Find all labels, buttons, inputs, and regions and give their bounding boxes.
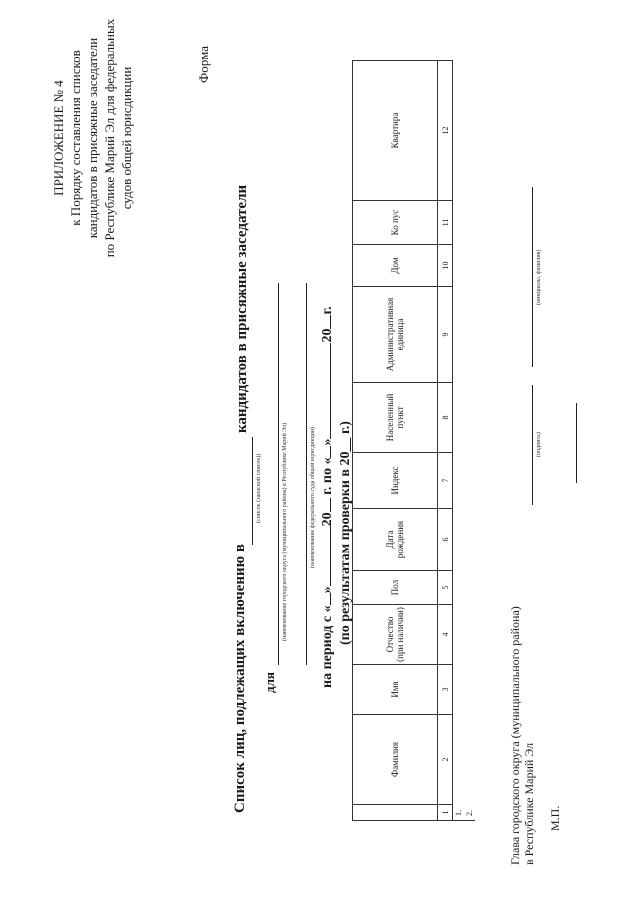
- form-label: Форма: [196, 46, 211, 83]
- court-blank: [306, 283, 307, 665]
- for-label: для: [262, 672, 277, 693]
- table-header-cell: Фамилия: [353, 715, 438, 805]
- period-year-from: [330, 498, 331, 512]
- list-type-blank: [252, 437, 253, 545]
- table-number-cell: 12: [438, 61, 453, 201]
- appendix-header: [50, 13, 135, 263]
- appendix-line: кандидатов в присяжные заседатели: [85, 37, 100, 239]
- table-header-cell: [353, 805, 438, 821]
- check-line: (по результатам проверки в 20__ г.): [338, 421, 353, 645]
- table-number-cell: 11: [438, 201, 453, 245]
- table-header-cell: Дом: [353, 245, 438, 287]
- head-title-line2: в Республике Марий Эл: [522, 742, 536, 865]
- table-number-cell: 1: [438, 805, 453, 821]
- appendix-line: по Республике Марий Эл для федеральных: [102, 18, 117, 258]
- appendix-line: судов общей юрисдикции: [119, 66, 134, 210]
- table-header-cell: Имя: [353, 665, 438, 715]
- table-header-cell: Пол: [353, 571, 438, 605]
- table-row: [453, 61, 465, 821]
- period-day-from: [330, 593, 331, 605]
- municipality-blank: [278, 283, 279, 665]
- period-line: на период с «»20 г. по «»20г.: [320, 306, 335, 688]
- seal-date-blank: [576, 403, 577, 483]
- table-header-cell: Административная единица: [353, 287, 438, 383]
- period-day-to: [330, 446, 331, 458]
- appendix-line: к Порядку составления списков: [68, 50, 83, 226]
- candidates-table: [352, 60, 475, 821]
- table-number-cell: 6: [438, 509, 453, 571]
- table-header-cell: Квартира: [353, 61, 438, 201]
- table-number-cell: 4: [438, 605, 453, 665]
- title-suffix: кандидатов в присяжные заседатели: [234, 184, 250, 433]
- table-number-cell: 10: [438, 245, 453, 287]
- table-header-cell: Отчество (при наличии): [353, 605, 438, 665]
- signature-hint: (подпись): [536, 432, 542, 457]
- table-header-cell: Индекс: [353, 453, 438, 509]
- list-type-hint: (список (запасной список)): [256, 453, 262, 523]
- table-number-cell: 3: [438, 665, 453, 715]
- period-year-to: [330, 315, 331, 329]
- title-prefix: Список лиц, подлежащих включению в: [232, 544, 248, 813]
- table-number-cell: 9: [438, 287, 453, 383]
- period-month-from: [330, 526, 331, 586]
- seal-label: М.П.: [548, 805, 562, 831]
- table-number-cell: 7: [438, 453, 453, 509]
- court-hint: (наименование федерального суда общей юрисдикции): [310, 426, 316, 568]
- appendix-line: ПРИЛОЖЕНИЕ № 4: [51, 80, 66, 196]
- table-header-cell: Дата рождения: [353, 509, 438, 571]
- row-number: 2.: [464, 61, 475, 821]
- row-number: 1.: [453, 61, 465, 821]
- table-number-row: [438, 61, 453, 821]
- signature-blank: [532, 385, 533, 505]
- table-row: [464, 61, 475, 821]
- table-header-cell: Населенный пункт: [353, 383, 438, 453]
- name-hint: (инициалы, фамилия): [536, 249, 542, 305]
- table-number-cell: 8: [438, 383, 453, 453]
- table-header-row: [353, 61, 438, 821]
- table-number-cell: 5: [438, 571, 453, 605]
- period-month-to: [330, 343, 331, 439]
- name-blank: [532, 187, 533, 367]
- municipality-hint: (наименование городского округа (муниципального района) в Республике Марий Эл): [282, 422, 288, 641]
- head-title-line1: Глава городского округа (муниципального района): [508, 606, 522, 865]
- table-number-cell: 2: [438, 715, 453, 805]
- table-header-cell: Ко пус: [353, 201, 438, 245]
